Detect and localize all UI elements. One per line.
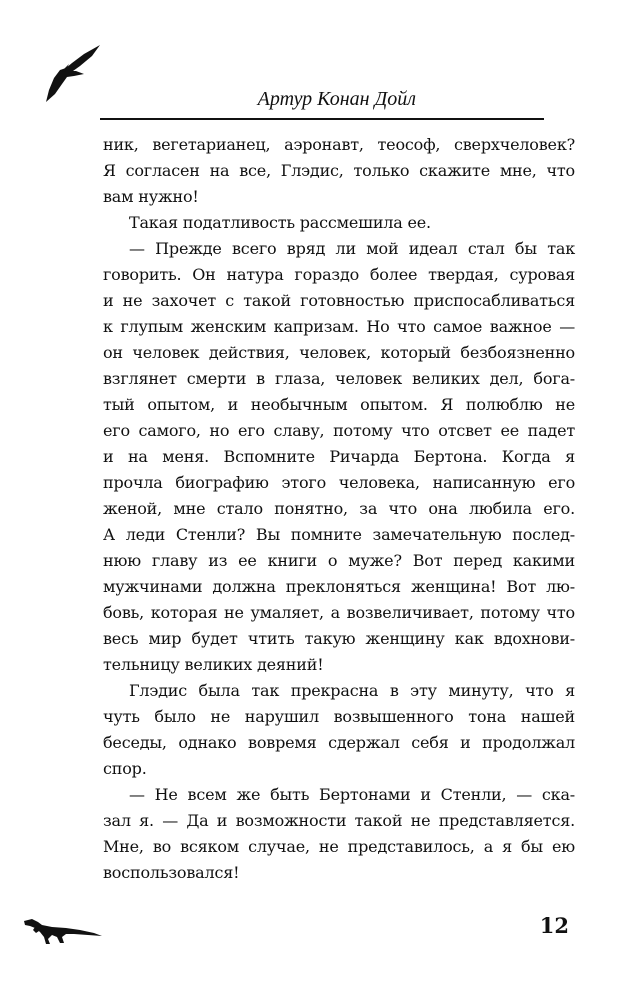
text-line: Глэдис была так прекрасна в эту минуту, что я	[129, 681, 575, 700]
paragraph-3	[103, 236, 575, 678]
text-line: тельницу великих деяний!	[103, 655, 324, 674]
text-line: говорить. Он натура гораздо более твердая, суровая	[103, 265, 575, 284]
paragraph-5	[103, 782, 575, 886]
text-line: взглянет смерти в глаза, человек великих дел, бога-	[103, 369, 575, 388]
text-line: воспользовался!	[103, 863, 240, 882]
text-line: весь мир будет чтить такую женщину как вдохнови-	[103, 629, 575, 648]
text-line: к глупым женским капризам. Но что самое важное —	[103, 317, 575, 336]
pterodactyl-icon	[40, 44, 102, 104]
text-line: ник, вегетарианец, аэронавт, теософ, сверхчеловек?	[103, 135, 575, 154]
text-line: и на меня. Вспомните Ричарда Бертона. Когда я	[103, 447, 575, 466]
page-number: 12	[539, 913, 569, 938]
text-line: тый опытом, и необычным опытом. Я полюблю не	[103, 395, 575, 414]
text-line: А леди Стенли? Вы помните замечательную послед-	[103, 525, 575, 544]
text-line: мужчинами должна преклоняться женщина! Вот лю-	[103, 577, 575, 596]
text-line: и не захочет с такой готовностью приспосабливаться	[103, 291, 575, 310]
text-line: Мне, во всяком случае, не представилось, а я бы ею	[103, 837, 575, 856]
dinosaur-icon	[22, 913, 104, 945]
running-header-author: Артур Конан Дойл	[257, 88, 416, 110]
body-text	[103, 132, 575, 886]
text-line: женой, мне стало понятно, за что она любила его.	[103, 499, 575, 518]
text-line: зал я. — Да и возможности такой не представляется.	[103, 811, 575, 830]
text-line: прочла биографию этого человека, написанную его	[103, 473, 575, 492]
text-line: его самого, но его славу, потому что отсвет ее падет	[103, 421, 575, 440]
text-line: Такая податливость рассмешила ее.	[129, 213, 431, 232]
paragraph-1	[103, 132, 575, 210]
paragraph-4	[103, 678, 575, 782]
text-line: беседы, однако вовремя сдержал себя и продолжал	[103, 733, 575, 752]
text-line: — Не всем же быть Бертонами и Стенли, — ска-	[129, 785, 575, 804]
text-line: Я согласен на все, Глэдис, только скажите мне, что	[103, 161, 575, 180]
header-rule	[100, 118, 544, 120]
text-line: он человек действия, человек, который безбоязненно	[103, 343, 575, 362]
text-line: спор.	[103, 759, 147, 778]
text-line: бовь, которая не умаляет, а возвеличивает, потому что	[103, 603, 575, 622]
text-line: чуть было не нарушил возвышенного тона нашей	[103, 707, 575, 726]
text-line: нюю главу из ее книги о муже? Вот перед какими	[103, 551, 575, 570]
text-line: вам нужно!	[103, 187, 199, 206]
paragraph-2	[103, 210, 575, 236]
text-line: — Прежде всего вряд ли мой идеал стал бы так	[129, 239, 575, 258]
